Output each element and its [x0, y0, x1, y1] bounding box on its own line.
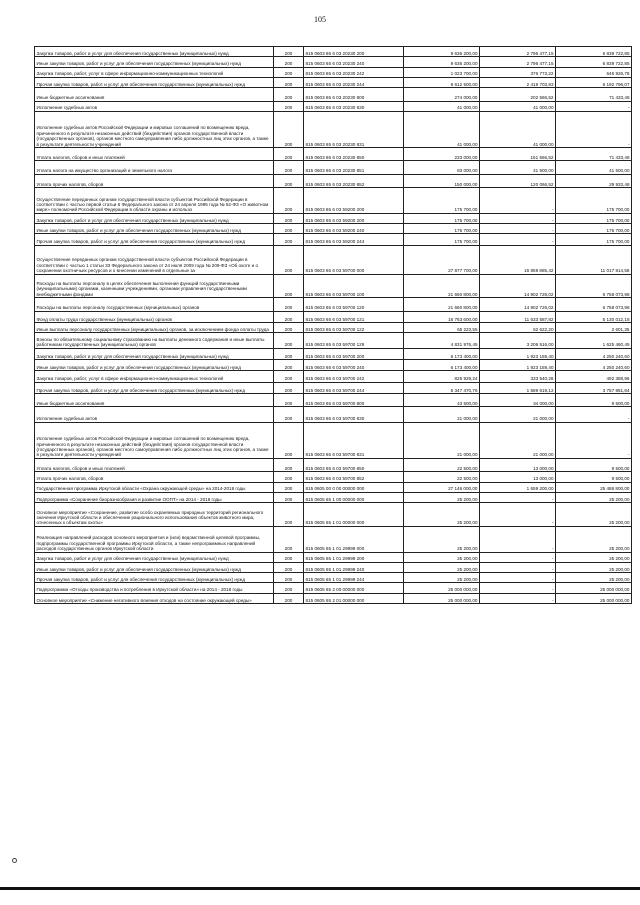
- budget-classification-code-cell: 815 0603 65 6 03 59700 120: [304, 298, 404, 311]
- table-row: [35, 47, 632, 57]
- unexecuted-amount-cell: 646 926,78: [556, 67, 632, 77]
- approved-amount-cell: 25 200,00: [404, 552, 480, 562]
- approved-amount-cell: 175 700,00: [404, 224, 480, 234]
- table-row: [35, 359, 632, 370]
- table-row: [35, 552, 632, 562]
- approved-amount-cell: 175 700,00: [404, 188, 480, 214]
- table-row: [35, 224, 632, 234]
- executed-amount-cell: -: [480, 593, 556, 603]
- executed-amount-cell: 21 000,00: [480, 422, 556, 458]
- executed-amount-cell: 11 633 587,82: [480, 311, 556, 322]
- expense-name-cell: Подпрограмма «Отходы производства и потребления в Иркутской области» на 2014 - 2018 годы: [35, 583, 274, 593]
- line-code-cell: 200: [274, 583, 304, 593]
- expense-name-cell: Фонд оплаты труда государственных (муниципальных) органов: [35, 311, 274, 322]
- line-code-cell: 200: [274, 458, 304, 471]
- table-row: [35, 77, 632, 87]
- unexecuted-amount-cell: 1 625 460,45: [556, 333, 632, 348]
- budget-classification-code-cell: 815 0603 65 6 03 59700 240: [304, 359, 404, 370]
- unexecuted-amount-cell: 25 486 800,00: [556, 482, 632, 492]
- budget-classification-code-cell: 815 0603 65 6 03 59700 831: [304, 422, 404, 458]
- executed-amount-cell: -: [480, 503, 556, 527]
- line-code-cell: 200: [274, 47, 304, 57]
- scan-hole-mark: [12, 858, 17, 863]
- executed-amount-cell: 62 622,20: [480, 322, 556, 332]
- table-row: [35, 111, 632, 147]
- expense-name-cell: Основное мероприятие «Сохранение, развитие особо охраняемых природных территорий регионального значения Иркутской области и обеспечение рационального использования объектов животного мира, отнесенных к объектам охоты»: [35, 503, 274, 527]
- approved-amount-cell: 27 146 000,00: [404, 482, 480, 492]
- line-code-cell: 200: [274, 382, 304, 393]
- expense-name-cell: Закупка товаров, работ, услуг в сфере информационно-коммуникационных технологий: [35, 67, 274, 77]
- budget-classification-code-cell: 815 0603 65 6 03 20230 852: [304, 174, 404, 187]
- unexecuted-amount-cell: 175 700,00: [556, 188, 632, 214]
- table-row: [35, 234, 632, 245]
- expense-name-cell: Закупка товаров, работ и услуг для обеспечения государственных (муниципальных) нужд: [35, 213, 274, 223]
- executed-amount-cell: -: [480, 552, 556, 562]
- approved-amount-cell: 274 000,00: [404, 88, 480, 101]
- expense-name-cell: Прочая закупка товаров, работ и услуг для обеспечения государственных (муниципальных) нужд: [35, 573, 274, 583]
- budget-classification-code-cell: 815 0605 00 0 00 00000 000: [304, 482, 404, 492]
- unexecuted-amount-cell: 9 500,00: [556, 472, 632, 482]
- bottom-scan-edge: [0, 887, 640, 890]
- table-row: [35, 492, 632, 502]
- approved-amount-cell: 175 700,00: [404, 234, 480, 245]
- line-code-cell: 200: [274, 101, 304, 111]
- budget-classification-code-cell: 815 0603 65 6 03 20230 200: [304, 47, 404, 57]
- approved-amount-cell: 6 173 400,00: [404, 348, 480, 359]
- line-code-cell: 200: [274, 57, 304, 67]
- executed-amount-cell: 14 902 726,02: [480, 298, 556, 311]
- budget-classification-code-cell: 815 0603 65 6 03 59700 122: [304, 322, 404, 332]
- executed-amount-cell: 2 419 703,93: [480, 77, 556, 87]
- approved-amount-cell: 22 500,00: [404, 458, 480, 471]
- line-code-cell: 200: [274, 213, 304, 223]
- line-code-cell: 200: [274, 234, 304, 245]
- table-row: [35, 526, 632, 552]
- line-code-cell: 200: [274, 188, 304, 214]
- line-code-cell: 200: [274, 593, 304, 603]
- unexecuted-amount-cell: -: [556, 422, 632, 458]
- expense-name-cell: Реализация направлений расходов основного мероприятия и (или) ведомственной целевой программы, подпрограммы государственной программы Иркутской области, а также непрограммных направлений расходов государственных органов Иркутской области: [35, 526, 274, 552]
- table-row: [35, 57, 632, 67]
- expense-name-cell: Исполнение судебных актов: [35, 407, 274, 422]
- approved-amount-cell: 22 500,00: [404, 472, 480, 482]
- unexecuted-amount-cell: -: [556, 111, 632, 147]
- executed-amount-cell: 14 902 726,02: [480, 274, 556, 298]
- line-code-cell: 200: [274, 371, 304, 382]
- unexecuted-amount-cell: 71 433,48: [556, 147, 632, 160]
- approved-amount-cell: 25 200,00: [404, 503, 480, 527]
- unexecuted-amount-cell: 25 200,00: [556, 503, 632, 527]
- table-row: [35, 583, 632, 593]
- unexecuted-amount-cell: 71 433,48: [556, 88, 632, 101]
- unexecuted-amount-cell: 25 200,00: [556, 552, 632, 562]
- executed-amount-cell: 2 796 477,15: [480, 47, 556, 57]
- expense-name-cell: Прочая закупка товаров, работ и услуг для обеспечения государственных (муниципальных) нужд: [35, 234, 274, 245]
- executed-amount-cell: 16 859 885,42: [480, 245, 556, 274]
- expense-name-cell: Уплата прочих налогов, сборов: [35, 472, 274, 482]
- executed-amount-cell: -: [480, 234, 556, 245]
- approved-amount-cell: 233 000,00: [404, 147, 480, 160]
- executed-amount-cell: 161 566,52: [480, 147, 556, 160]
- approved-amount-cell: 1 023 700,00: [404, 67, 480, 77]
- approved-amount-cell: 25 200,00: [404, 562, 480, 572]
- line-code-cell: 200: [274, 573, 304, 583]
- executed-amount-cell: 202 566,52: [480, 88, 556, 101]
- expense-name-cell: Основное мероприятие «Снижение негативного влияния отходов на состояние окружающей среды»: [35, 593, 274, 603]
- line-code-cell: 200: [274, 245, 304, 274]
- expense-name-cell: Исполнение судебных актов: [35, 101, 274, 111]
- unexecuted-amount-cell: 175 700,00: [556, 224, 632, 234]
- unexecuted-amount-cell: 29 933,48: [556, 174, 632, 187]
- executed-amount-cell: -: [480, 562, 556, 572]
- unexecuted-amount-cell: 11 017 814,58: [556, 245, 632, 274]
- expense-name-cell: Закупка товаров, работ и услуг для обеспечения государственных (муниципальных) нужд: [35, 348, 274, 359]
- budget-classification-code-cell: 815 0603 65 6 03 20230 244: [304, 77, 404, 87]
- approved-amount-cell: 9 636 200,00: [404, 57, 480, 67]
- executed-amount-cell: -: [480, 492, 556, 502]
- unexecuted-amount-cell: 175 700,00: [556, 234, 632, 245]
- executed-amount-cell: 1 923 159,40: [480, 348, 556, 359]
- unexecuted-amount-cell: 2 601,35: [556, 322, 632, 332]
- approved-amount-cell: 21 660 800,00: [404, 298, 480, 311]
- page-number: 105: [314, 15, 326, 24]
- approved-amount-cell: 175 700,00: [404, 213, 480, 223]
- approved-amount-cell: 825 929,24: [404, 371, 480, 382]
- table-row: [35, 348, 632, 359]
- budget-classification-code-cell: 815 0603 65 6 03 59700 121: [304, 311, 404, 322]
- table-row: [35, 213, 632, 223]
- budget-classification-code-cell: 815 0603 65 6 03 59700 244: [304, 382, 404, 393]
- executed-amount-cell: 1 659 200,00: [480, 482, 556, 492]
- budget-classification-code-cell: 815 0605 65 2 00 00000 000: [304, 583, 404, 593]
- executed-amount-cell: 21 000,00: [480, 407, 556, 422]
- executed-amount-cell: -: [480, 188, 556, 214]
- approved-amount-cell: 41 000,00: [404, 101, 480, 111]
- unexecuted-amount-cell: 25 000 000,00: [556, 583, 632, 593]
- expense-name-cell: Осуществление переданных органам государственной власти субъектов Российской Федерации в соответствии с частью первой статьи 6 Федерального закона от 24 апреля 1995 года № 52-ФЗ «О животном мире» полномочий Российской Федерации в области охраны и использо: [35, 188, 274, 214]
- budget-classification-code-cell: 815 0603 65 6 03 59200 240: [304, 224, 404, 234]
- line-code-cell: 200: [274, 311, 304, 322]
- approved-amount-cell: 25 200,00: [404, 492, 480, 502]
- expense-name-cell: Уплата налогов, сборов и иных платежей: [35, 458, 274, 471]
- line-code-cell: 200: [274, 77, 304, 87]
- approved-amount-cell: 25 000 000,00: [404, 593, 480, 603]
- line-code-cell: 200: [274, 224, 304, 234]
- table-row: [35, 147, 632, 160]
- executed-amount-cell: 13 000,00: [480, 458, 556, 471]
- expense-name-cell: Иные закупки товаров, работ и услуг для обеспечения государственных (муниципальных) нужд: [35, 562, 274, 572]
- expense-name-cell: Уплата прочих налогов, сборов: [35, 174, 274, 187]
- table-row: [35, 274, 632, 298]
- line-code-cell: 200: [274, 393, 304, 406]
- approved-amount-cell: 8 612 500,00: [404, 77, 480, 87]
- table-row: [35, 503, 632, 527]
- expense-name-cell: Подпрограмма «Сохранение биоразнообразия и развитие ООПТ» на 2014 - 2018 годы: [35, 492, 274, 502]
- approved-amount-cell: 65 223,55: [404, 322, 480, 332]
- executed-amount-cell: 41 000,00: [480, 111, 556, 147]
- budget-classification-code-cell: 815 0603 65 6 03 20230 850: [304, 147, 404, 160]
- approved-amount-cell: 21 000,00: [404, 407, 480, 422]
- executed-amount-cell: -: [480, 526, 556, 552]
- executed-amount-cell: 34 000,00: [480, 393, 556, 406]
- line-code-cell: 200: [274, 482, 304, 492]
- expense-name-cell: Закупка товаров, работ и услуг для обеспечения государственных (муниципальных) нужд: [35, 552, 274, 562]
- expense-name-cell: Иные закупки товаров, работ и услуг для обеспечения государственных (муниципальных) нужд: [35, 57, 274, 67]
- executed-amount-cell: 376 773,22: [480, 67, 556, 77]
- budget-classification-code-cell: 815 0603 65 6 03 59700 800: [304, 393, 404, 406]
- unexecuted-amount-cell: -: [556, 101, 632, 111]
- budget-classification-code-cell: 815 0605 65 1 01 29999 000: [304, 526, 404, 552]
- table-row: [35, 382, 632, 393]
- executed-amount-cell: 2 796 477,15: [480, 57, 556, 67]
- executed-amount-cell: 13 000,00: [480, 472, 556, 482]
- unexecuted-amount-cell: 25 200,00: [556, 526, 632, 552]
- budget-classification-code-cell: 815 0603 65 6 03 59700 242: [304, 371, 404, 382]
- table-row: [35, 458, 632, 471]
- line-code-cell: 200: [274, 161, 304, 174]
- expense-name-cell: Закупка товаров, работ, услуг в сфере информационно-коммуникационных технологий: [35, 371, 274, 382]
- line-code-cell: 200: [274, 174, 304, 187]
- budget-classification-code-cell: 815 0603 65 6 03 59200 200: [304, 188, 404, 214]
- executed-amount-cell: 3 206 516,00: [480, 333, 556, 348]
- budget-classification-code-cell: 815 0603 65 6 03 59700 200: [304, 348, 404, 359]
- unexecuted-amount-cell: 492 388,96: [556, 371, 632, 382]
- expense-name-cell: Исполнение судебных актов Российской Федерации и мировых соглашений по возмещению вреда, причиненного в результате незаконных действий (бездействия) органов государственной власти (государственных органов), органов местного самоуправления либо должностных лиц этих органов, а также в результате деятельности учреждений: [35, 422, 274, 458]
- budget-classification-code-cell: 815 0605 65 1 00 00000 000: [304, 492, 404, 502]
- approved-amount-cell: 16 763 600,00: [404, 311, 480, 322]
- budget-classification-code-cell: 815 0603 65 6 03 20230 240: [304, 57, 404, 67]
- approved-amount-cell: 4 831 976,45: [404, 333, 480, 348]
- expense-name-cell: Взносы по обязательному социальному страхованию на выплаты денежного содержания и иные выплаты работникам государственных (муниципальных) органов: [35, 333, 274, 348]
- table-row: [35, 407, 632, 422]
- executed-amount-cell: -: [480, 224, 556, 234]
- table-row: [35, 311, 632, 322]
- line-code-cell: 200: [274, 67, 304, 77]
- table-row: [35, 422, 632, 458]
- table-row: [35, 593, 632, 603]
- unexecuted-amount-cell: 4 250 240,60: [556, 348, 632, 359]
- expense-name-cell: Уплата налога на имущество организаций и земельного налога: [35, 161, 274, 174]
- table-row: [35, 88, 632, 101]
- unexecuted-amount-cell: 25 200,00: [556, 562, 632, 572]
- approved-amount-cell: 43 500,00: [404, 393, 480, 406]
- line-code-cell: 200: [274, 348, 304, 359]
- approved-amount-cell: 27 877 700,00: [404, 245, 480, 274]
- table-row: [35, 174, 632, 187]
- table-row: [35, 562, 632, 572]
- budget-execution-table: [34, 46, 632, 604]
- executed-amount-cell: 1 923 159,40: [480, 359, 556, 370]
- budget-classification-code-cell: 815 0603 65 6 03 59200 244: [304, 234, 404, 245]
- table-row: [35, 472, 632, 482]
- table-row: [35, 482, 632, 492]
- budget-classification-code-cell: 815 0605 65 1 01 29999 200: [304, 552, 404, 562]
- line-code-cell: 200: [274, 422, 304, 458]
- approved-amount-cell: 9 636 200,00: [404, 47, 480, 57]
- approved-amount-cell: 25 000 000,00: [404, 583, 480, 593]
- expense-name-cell: Уплата налогов, сборов и иных платежей: [35, 147, 274, 160]
- line-code-cell: 200: [274, 88, 304, 101]
- executed-amount-cell: 120 066,52: [480, 174, 556, 187]
- line-code-cell: 200: [274, 147, 304, 160]
- expense-name-cell: Прочая закупка товаров, работ и услуг для обеспечения государственных (муниципальных) нужд: [35, 382, 274, 393]
- table-row: [35, 393, 632, 406]
- expense-name-cell: Иные закупки товаров, работ и услуг для обеспечения государственных (муниципальных) нужд: [35, 359, 274, 370]
- approved-amount-cell: 5 347 470,76: [404, 382, 480, 393]
- executed-amount-cell: 41 000,00: [480, 101, 556, 111]
- table-row: [35, 298, 632, 311]
- approved-amount-cell: 25 200,00: [404, 573, 480, 583]
- line-code-cell: 200: [274, 359, 304, 370]
- unexecuted-amount-cell: 175 700,00: [556, 213, 632, 223]
- unexecuted-amount-cell: 4 250 240,60: [556, 359, 632, 370]
- executed-amount-cell: -: [480, 573, 556, 583]
- budget-classification-code-cell: 815 0605 65 1 01 29999 244: [304, 573, 404, 583]
- expense-name-cell: Исполнение судебных актов Российской Федерации и мировых соглашений по возмещению вреда, причиненного в результате незаконных действий (бездействия) органов государственной власти (государственных органов), органов местного самоуправления либо должностных лиц этих органов, а также в результате деятельности учреждений: [35, 111, 274, 147]
- unexecuted-amount-cell: 41 500,00: [556, 161, 632, 174]
- expense-name-cell: Иные закупки товаров, работ и услуг для обеспечения государственных (муниципальных) нужд: [35, 224, 274, 234]
- table-row: [35, 67, 632, 77]
- budget-classification-code-cell: 815 0603 65 6 03 20230 831: [304, 111, 404, 147]
- budget-classification-code-cell: 815 0605 65 1 01 29999 240: [304, 562, 404, 572]
- line-code-cell: 200: [274, 562, 304, 572]
- approved-amount-cell: 25 200,00: [404, 526, 480, 552]
- unexecuted-amount-cell: 6 758 073,98: [556, 274, 632, 298]
- table-row: [35, 322, 632, 332]
- expense-name-cell: Расходы на выплаты персоналу в целях обеспечения выполнения функций государственными (муниципальными) органами, казенными учреждениями, органами управления государственными внебюджетными фондами: [35, 274, 274, 298]
- line-code-cell: 200: [274, 492, 304, 502]
- budget-classification-code-cell: 815 0603 65 6 03 59700 000: [304, 245, 404, 274]
- line-code-cell: 200: [274, 503, 304, 527]
- unexecuted-amount-cell: 6 839 722,85: [556, 57, 632, 67]
- table-row: [35, 333, 632, 348]
- approved-amount-cell: 150 000,00: [404, 174, 480, 187]
- executed-amount-cell: -: [480, 213, 556, 223]
- unexecuted-amount-cell: 25 200,00: [556, 492, 632, 502]
- line-code-cell: 200: [274, 472, 304, 482]
- budget-classification-code-cell: 815 0603 65 6 03 59700 129: [304, 333, 404, 348]
- expense-name-cell: Иные бюджетные ассигнования: [35, 393, 274, 406]
- approved-amount-cell: 6 173 400,00: [404, 359, 480, 370]
- table-row: [35, 161, 632, 174]
- expense-name-cell: Осуществление переданных органам государственной власти субъектов Российской Федерации в соответствии с частью 1 статьи 33 Федерального закона от 24 июля 2009 года № 209-ФЗ «Об охоте и о сохранении охотничьих ресурсов и о внесении изменений в отдельные за: [35, 245, 274, 274]
- unexecuted-amount-cell: 9 500,00: [556, 393, 632, 406]
- budget-classification-code-cell: 815 0603 65 6 03 59200 200: [304, 213, 404, 223]
- table-row: [35, 245, 632, 274]
- unexecuted-amount-cell: 6 192 796,07: [556, 77, 632, 87]
- table-row: [35, 188, 632, 214]
- executed-amount-cell: 333 540,28: [480, 371, 556, 382]
- unexecuted-amount-cell: 6 758 073,98: [556, 298, 632, 311]
- budget-classification-code-cell: 815 0603 65 6 03 20230 800: [304, 88, 404, 101]
- approved-amount-cell: 21 660 800,00: [404, 274, 480, 298]
- budget-classification-code-cell: 815 0603 65 6 03 59700 852: [304, 472, 404, 482]
- executed-amount-cell: 1 589 619,12: [480, 382, 556, 393]
- approved-amount-cell: 83 000,00: [404, 161, 480, 174]
- table-row: [35, 371, 632, 382]
- budget-classification-code-cell: 815 0605 65 2 01 00000 000: [304, 593, 404, 603]
- line-code-cell: 200: [274, 552, 304, 562]
- unexecuted-amount-cell: 9 500,00: [556, 458, 632, 471]
- expense-name-cell: Закупка товаров, работ и услуг для обеспечения государственных (муниципальных) нужд: [35, 47, 274, 57]
- expense-name-cell: Государственная программа Иркутской области «Охрана окружающей среды» на 2014-2018 годы: [35, 482, 274, 492]
- expense-name-cell: Прочая закупка товаров, работ и услуг для обеспечения государственных (муниципальных) нужд: [35, 77, 274, 87]
- budget-classification-code-cell: 815 0603 65 6 03 59700 830: [304, 407, 404, 422]
- table-row: [35, 573, 632, 583]
- expense-name-cell: Иные выплаты персоналу государственных (муниципальных) органов, за исключением фонда оплаты труда: [35, 322, 274, 332]
- budget-classification-code-cell: 815 0603 65 6 03 20230 830: [304, 101, 404, 111]
- executed-amount-cell: 41 500,00: [480, 161, 556, 174]
- unexecuted-amount-cell: 25 200,00: [556, 573, 632, 583]
- line-code-cell: 200: [274, 274, 304, 298]
- unexecuted-amount-cell: 5 130 012,18: [556, 311, 632, 322]
- executed-amount-cell: -: [480, 583, 556, 593]
- table-row: [35, 101, 632, 111]
- budget-classification-code-cell: 815 0603 65 6 03 20230 851: [304, 161, 404, 174]
- line-code-cell: 200: [274, 322, 304, 332]
- line-code-cell: 200: [274, 407, 304, 422]
- budget-classification-code-cell: 815 0605 65 1 01 00000 000: [304, 503, 404, 527]
- unexecuted-amount-cell: -: [556, 407, 632, 422]
- unexecuted-amount-cell: 25 000 000,00: [556, 593, 632, 603]
- budget-classification-code-cell: 815 0603 65 6 03 59700 850: [304, 458, 404, 471]
- line-code-cell: 200: [274, 526, 304, 552]
- approved-amount-cell: 41 000,00: [404, 111, 480, 147]
- budget-classification-code-cell: 815 0603 65 6 03 20230 242: [304, 67, 404, 77]
- expense-name-cell: Расходы на выплаты персоналу государственных (муниципальных) органов: [35, 298, 274, 311]
- unexecuted-amount-cell: 3 757 851,64: [556, 382, 632, 393]
- expense-name-cell: Иные бюджетные ассигнования: [35, 88, 274, 101]
- budget-classification-code-cell: 815 0603 65 6 03 59700 100: [304, 274, 404, 298]
- approved-amount-cell: 21 000,00: [404, 422, 480, 458]
- line-code-cell: 200: [274, 111, 304, 147]
- unexecuted-amount-cell: 6 839 722,85: [556, 47, 632, 57]
- line-code-cell: 200: [274, 298, 304, 311]
- line-code-cell: 200: [274, 333, 304, 348]
